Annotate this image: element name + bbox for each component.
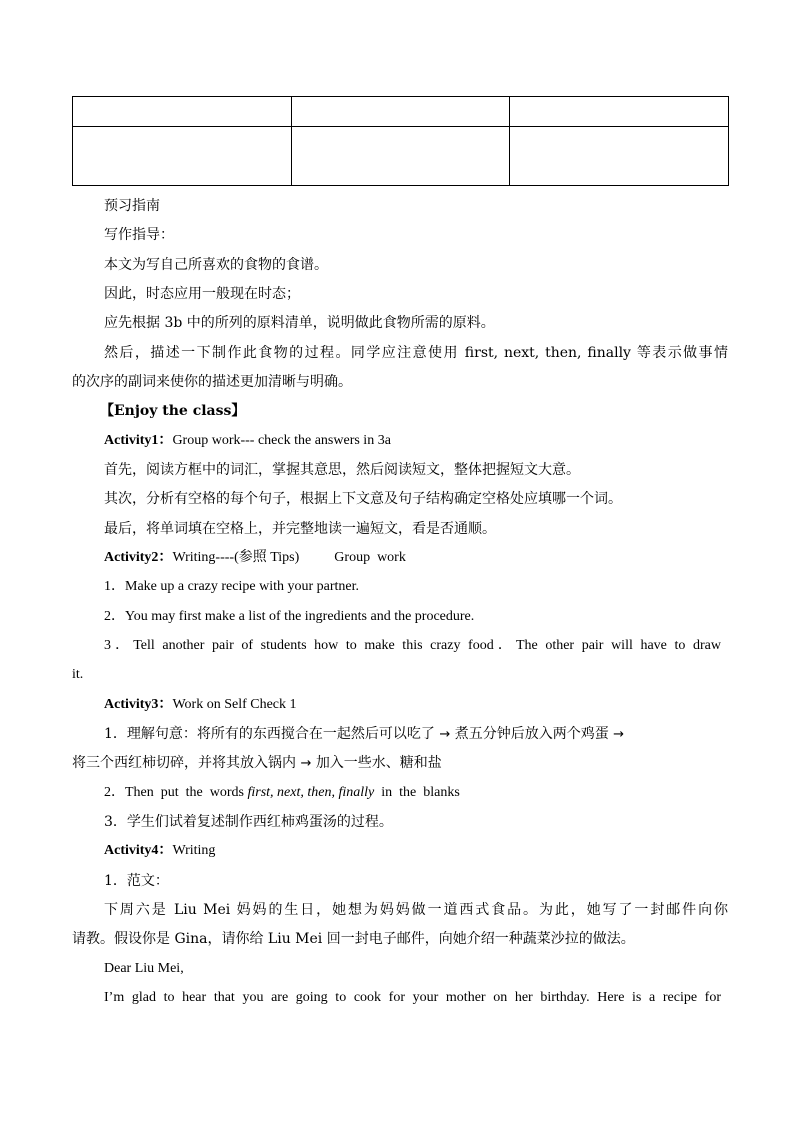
activity2-item-3-line-2: it. [72, 667, 84, 682]
table-cell [73, 97, 292, 127]
step-text: 将三个西红柿切碎，并将其放入锅内 [72, 755, 296, 771]
activity3-line [104, 696, 728, 714]
activity1-step-1: 首先，阅读方框中的词汇，掌握其意思，然后阅读短文，整体把握短文大意。 [104, 462, 580, 478]
item-text: 2．Then put the words [104, 785, 248, 800]
table-cell [510, 127, 729, 186]
item-words: first, next, then, finally [247, 785, 375, 800]
activity1-step-2: 其次，分析有空格的每个句子，根据上下文意及句子结构确定空格处应填哪一个词。 [104, 491, 622, 507]
activity1-line [104, 432, 728, 450]
task-line-2: 请教。假设你是 Gina，请你给 Liu Mei 回一封电子邮件，向她介绍一种蔬菜沙拉的做法。 [72, 931, 635, 947]
step-text: 1．理解句意：将所有的东西搅合在一起然后可以吃了 [104, 726, 435, 742]
arrow-right-icon: → [439, 727, 451, 742]
activity3-item-1-line-2 [72, 754, 728, 773]
activity4-text: Writing [172, 843, 216, 858]
table-row [73, 127, 729, 186]
table-cell [73, 127, 292, 186]
writing-guide-heading: 写作指导： [104, 227, 174, 243]
paragraph-1: 本文为写自己所喜欢的食物的食谱。 [104, 257, 328, 273]
table-cell [510, 97, 729, 127]
paragraph-4-line-1: 然后，描述一下制作此食物的过程。同学应注意使用 first, next, then, finally 等表示做事情 [104, 345, 728, 361]
top-table [72, 96, 729, 186]
task-line-1: 下周六是 Liu Mei 妈妈的生日，她想为妈妈做一道西式食品。为此，她写了一封邮件向你 [104, 902, 728, 918]
paragraph-4-line-2: 的次序的副词来使你的描述更加清晰与明确。 [72, 374, 352, 390]
activity3-item-1-line-1 [104, 725, 728, 744]
activity2-text: Writing----(参照 Tips) Group work [172, 550, 406, 565]
activity2-label: Activity2： [104, 550, 173, 565]
activity1-step-3: 最后，将单词填在空格上，并完整地读一遍短文，看是否通顺。 [104, 521, 496, 537]
letter-line-1: I’m glad to hear that you are going to cook for your mother on her birthday. Here is a recipe for [104, 990, 721, 1005]
item-text: in the blanks [374, 785, 460, 800]
activity1-text: Group work--- check the answers in 3a [172, 433, 391, 448]
table-row [73, 97, 729, 127]
arrow-right-icon: → [613, 727, 625, 742]
activity3-text: Work on Self Check 1 [172, 697, 297, 712]
activity4-line [104, 842, 728, 860]
activity2-item-2: 2．You may first make a list of the ingredients and the procedure. [104, 609, 475, 624]
activity4-item-1: 1．范文： [104, 873, 169, 889]
activity3-item-3: 3．学生们试着复述制作西红柿鸡蛋汤的过程。 [104, 814, 393, 830]
activity3-item-2 [104, 784, 728, 802]
step-text: 煮五分钟后放入两个鸡蛋 [454, 726, 609, 742]
activity4-label: Activity4： [104, 843, 173, 858]
activity2-line [104, 549, 728, 567]
activity2-item-1: 1．Make up a crazy recipe with your partner. [104, 579, 360, 594]
arrow-right-icon: → [300, 756, 312, 771]
activity2-item-3-line-1: 3．Tell another pair of students how to make this crazy food．The other pair will have to draw [104, 638, 721, 653]
table-cell [291, 97, 510, 127]
paragraph-2: 因此，时态应用一般现在时态； [104, 286, 300, 302]
table-cell [291, 127, 510, 186]
activity3-label: Activity3： [104, 697, 173, 712]
preview-guide-heading: 预习指南 [104, 198, 160, 214]
paragraph-3: 应先根据 3b 中的所列的原料清单，说明做此食物所需的原料。 [104, 315, 495, 331]
letter-salutation: Dear Liu Mei, [104, 961, 184, 976]
activity1-label: Activity1： [104, 433, 173, 448]
enjoy-class-heading: 【Enjoy the class】 [100, 403, 246, 419]
step-text: 加入一些水、糖和盐 [315, 755, 442, 771]
